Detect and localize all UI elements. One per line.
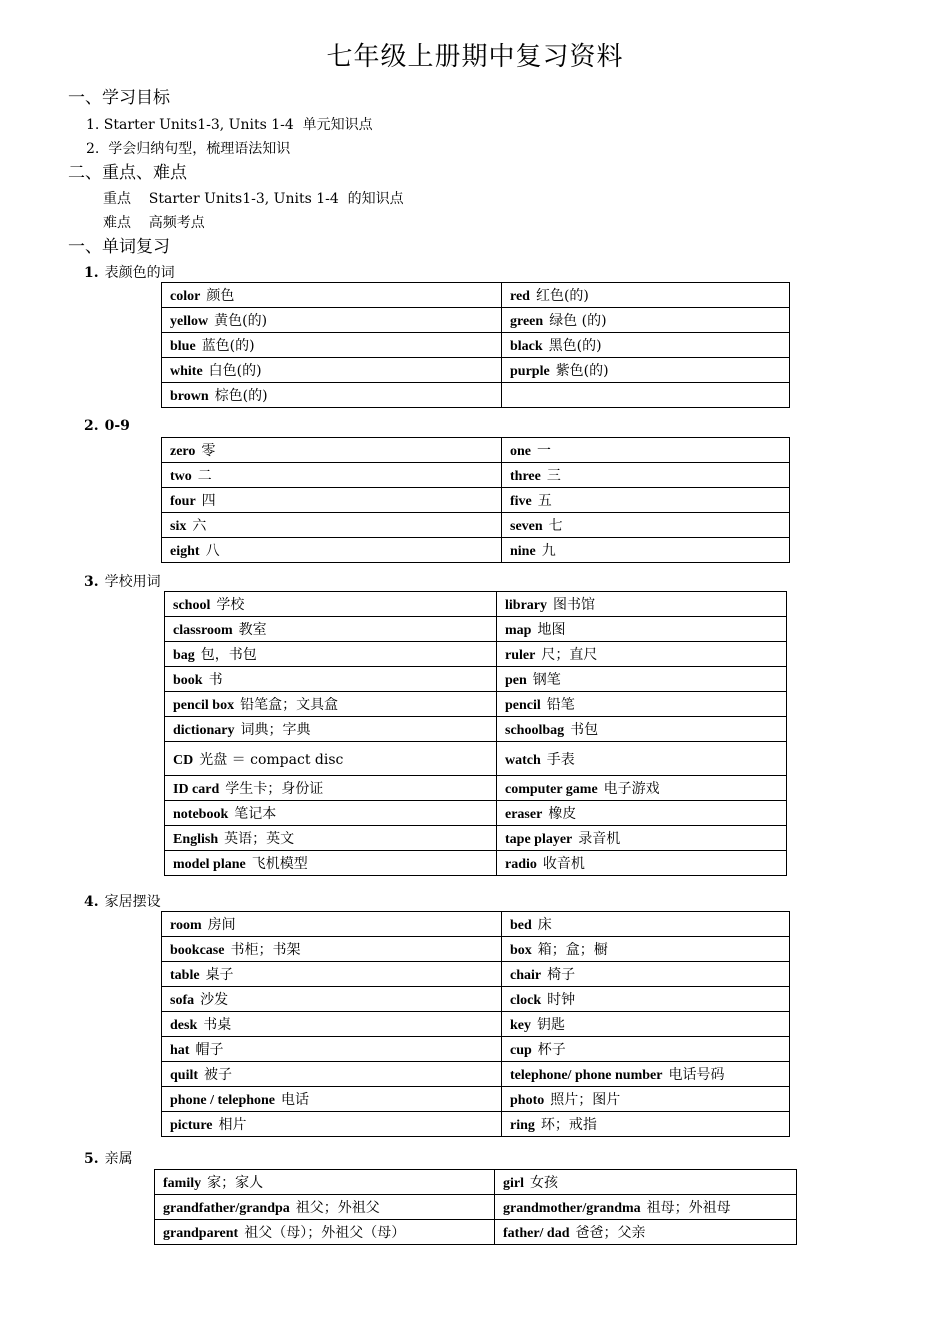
vocab-meaning: 杯子 (537, 1042, 566, 1058)
vocab-word: tape player (505, 832, 573, 847)
table-row (162, 1012, 790, 1037)
vocab-cell (165, 717, 497, 742)
vocab-meaning: 钢笔 (532, 672, 561, 688)
table-row (162, 383, 790, 408)
vocab-word: green (510, 314, 544, 329)
vocab-word: library (505, 598, 547, 613)
vocab-word: bag (173, 648, 195, 663)
vocab-meaning: 钥匙 (537, 1017, 565, 1033)
vocab-word: seven (510, 519, 543, 534)
vocab-cell (497, 642, 787, 667)
vocab-meaning: 床 (537, 917, 552, 933)
vocab-cell (162, 438, 502, 463)
vocab-cell (497, 667, 787, 692)
group-heading-colors (84, 262, 175, 282)
vocab-word: white (170, 364, 203, 379)
table-row (165, 667, 787, 692)
vocab-word: one (510, 444, 531, 459)
vocab-meaning: 绿色 (的) (549, 313, 607, 329)
group-heading-numbers (84, 418, 136, 434)
vocab-meaning: 橡皮 (548, 806, 577, 822)
vocab-word: three (510, 469, 541, 484)
vocab-cell (162, 463, 502, 488)
vocab-word: grandparent (163, 1226, 239, 1241)
page-title: 七年级上册期中复习资料 (326, 42, 624, 72)
vocab-cell (495, 1220, 797, 1245)
vocab-word: red (510, 289, 530, 304)
vocab-meaning: 收音机 (542, 856, 585, 872)
vocab-meaning: 照片；图片 (550, 1092, 621, 1108)
vocab-word: clock (510, 993, 542, 1008)
group-label: 家居摆设 (104, 894, 161, 910)
vocab-meaning: 英语；英文 (224, 831, 295, 847)
vocab-cell (502, 987, 790, 1012)
vocab-cell (165, 826, 497, 851)
section-heading-focus: 二、重点、难点 (68, 163, 187, 183)
vocab-word: chair (510, 968, 542, 983)
section-heading-goals: 一、学习目标 (68, 88, 170, 108)
vocab-word: yellow (170, 314, 209, 329)
vocab-meaning: 箱；盒；橱 (537, 942, 608, 958)
vocab-meaning: 地图 (537, 622, 566, 638)
group-number: 2. (84, 418, 99, 434)
vocab-meaning: 祖母；外祖母 (646, 1200, 731, 1216)
vocab-word: grandfather/grandpa (163, 1201, 290, 1216)
vocab-word: hat (170, 1043, 190, 1058)
table-row (162, 488, 790, 513)
vocab-meaning: 学校 (216, 597, 245, 613)
vocab-meaning: 书 (208, 672, 223, 688)
vocab-cell (162, 1012, 502, 1037)
vocab-word: room (170, 918, 202, 933)
table-row (162, 513, 790, 538)
vocab-meaning: 爸爸；父亲 (575, 1225, 646, 1241)
vocab-word: cup (510, 1043, 532, 1058)
vocab-word: nine (510, 544, 536, 559)
vocab-word: eight (170, 544, 200, 559)
vocab-meaning: 笔记本 (234, 806, 277, 822)
section-heading-words: 一、单词复习 (68, 237, 170, 257)
vocab-cell (502, 1037, 790, 1062)
table-row (155, 1170, 797, 1195)
vocab-word: radio (505, 857, 537, 872)
vocab-cell (495, 1195, 797, 1220)
table-row (162, 308, 790, 333)
table-row (162, 1062, 790, 1087)
vocab-word: two (170, 469, 192, 484)
vocab-cell (162, 1087, 502, 1112)
group-label: 0-9 (104, 418, 130, 434)
vocab-meaning: 女孩 (530, 1175, 558, 1191)
table-row (162, 463, 790, 488)
table-row (162, 1112, 790, 1137)
vocab-cell (162, 1037, 502, 1062)
vocab-word: blue (170, 339, 196, 354)
vocab-cell (162, 333, 502, 358)
table-row (165, 592, 787, 617)
vocab-cell (497, 851, 787, 876)
table-row (162, 937, 790, 962)
vocab-table-colors (161, 282, 790, 408)
vocab-table-school (164, 591, 787, 876)
group-heading-family (84, 1148, 133, 1168)
vocab-cell (162, 308, 502, 333)
table-row (165, 642, 787, 667)
vocab-meaning: 白色(的) (208, 363, 262, 379)
vocab-meaning: 时钟 (547, 992, 576, 1008)
vocab-meaning: 词典；字典 (240, 722, 311, 738)
vocab-cell (502, 538, 790, 563)
vocab-word: watch (505, 752, 541, 768)
vocab-meaning: 九 (541, 543, 556, 559)
vocab-word: five (510, 494, 532, 509)
vocab-word: book (173, 673, 203, 688)
table-row (165, 801, 787, 826)
vocab-meaning: 书包 (570, 722, 599, 738)
table-row (165, 692, 787, 717)
vocab-meaning: 相片 (218, 1117, 247, 1133)
vocab-word: box (510, 943, 532, 958)
vocab-cell (497, 592, 787, 617)
vocab-word: table (170, 968, 200, 983)
vocab-cell (162, 488, 502, 513)
vocab-meaning: 电话号码 (668, 1067, 725, 1083)
vocab-word: notebook (173, 807, 229, 822)
vocab-cell (502, 1062, 790, 1087)
vocab-meaning: 八 (205, 543, 220, 559)
table-row (162, 1087, 790, 1112)
vocab-meaning: 七 (548, 518, 563, 534)
table-row (162, 962, 790, 987)
vocab-word: picture (170, 1118, 213, 1133)
vocab-meaning: 椅子 (547, 967, 576, 983)
table-row (162, 438, 790, 463)
vocab-meaning: 零 (201, 443, 216, 459)
vocab-word: ring (510, 1118, 535, 1133)
vocab-word: CD (173, 752, 194, 768)
group-label: 学校用词 (104, 574, 161, 590)
group-label: 亲属 (104, 1151, 133, 1167)
vocab-word: father/ dad (503, 1226, 570, 1241)
vocab-meaning: 学生卡；身份证 (225, 781, 324, 797)
vocab-word: computer game (505, 782, 598, 797)
group-number: 4. (84, 894, 99, 910)
vocab-cell (502, 463, 790, 488)
group-number: 3. (84, 574, 99, 590)
vocab-cell (165, 742, 497, 776)
vocab-cell (165, 776, 497, 801)
vocab-cell (502, 283, 790, 308)
goal-item-1: 1. Starter Units1-3, Units 1-4 单元知识点 (86, 117, 373, 133)
goal-item-2: 2. 学会归纳句型，梳理语法知识 (86, 141, 291, 157)
vocab-meaning: 飞机模型 (251, 856, 308, 872)
vocab-cell (502, 1012, 790, 1037)
vocab-meaning: 桌子 (205, 967, 234, 983)
vocab-word: family (163, 1176, 202, 1191)
vocab-meaning: 光盘 ＝ compact disc (199, 751, 344, 768)
vocab-cell (497, 692, 787, 717)
group-heading-home (84, 891, 161, 911)
vocab-cell (165, 851, 497, 876)
vocab-cell (497, 617, 787, 642)
vocab-cell (162, 1062, 502, 1087)
vocab-cell (502, 1112, 790, 1137)
vocab-meaning: 蓝色(的) (201, 338, 255, 354)
vocab-cell (155, 1195, 495, 1220)
vocab-word: color (170, 289, 201, 304)
vocab-word: bookcase (170, 943, 225, 958)
vocab-word: girl (503, 1176, 524, 1191)
table-row (162, 333, 790, 358)
vocab-cell (502, 1087, 790, 1112)
vocab-meaning: 五 (537, 493, 552, 509)
vocab-word: eraser (505, 807, 543, 822)
vocab-word: schoolbag (505, 723, 565, 738)
vocab-cell (155, 1220, 495, 1245)
vocab-meaning: 录音机 (578, 831, 621, 847)
vocab-meaning: 四 (201, 493, 216, 509)
table-row (162, 538, 790, 563)
vocab-meaning: 房间 (207, 917, 236, 933)
vocab-word: six (170, 519, 187, 534)
vocab-word: ruler (505, 648, 536, 663)
vocab-meaning: 二 (197, 468, 212, 484)
table-row (162, 283, 790, 308)
vocab-word: pencil (505, 698, 541, 713)
table-row (155, 1220, 797, 1245)
vocab-word: sofa (170, 993, 195, 1008)
vocab-word: model plane (173, 857, 246, 872)
group-label: 表颜色的词 (104, 265, 175, 281)
vocab-cell (165, 617, 497, 642)
group-heading-school (84, 571, 161, 591)
vocab-cell (165, 667, 497, 692)
vocab-word: black (510, 339, 543, 354)
vocab-word: ID card (173, 782, 220, 797)
table-row (165, 851, 787, 876)
table-row (165, 742, 787, 776)
vocab-word: bed (510, 918, 532, 933)
vocab-cell (502, 438, 790, 463)
vocab-word: telephone/ phone number (510, 1068, 663, 1083)
vocab-meaning: 书柜；书架 (230, 942, 301, 958)
table-row (165, 826, 787, 851)
group-number: 5. (84, 1151, 99, 1167)
vocab-word: zero (170, 444, 196, 459)
vocab-table-numbers (161, 437, 790, 563)
vocab-cell (497, 717, 787, 742)
vocab-cell (502, 912, 790, 937)
vocab-word: pen (505, 673, 527, 688)
vocab-cell (162, 283, 502, 308)
vocab-cell (502, 308, 790, 333)
vocab-cell (155, 1170, 495, 1195)
vocab-meaning: 家；家人 (207, 1175, 264, 1191)
vocab-cell (502, 358, 790, 383)
vocab-word: four (170, 494, 196, 509)
vocab-word: desk (170, 1018, 198, 1033)
vocab-word: purple (510, 364, 550, 379)
vocab-cell (497, 801, 787, 826)
vocab-meaning: 沙发 (200, 992, 229, 1008)
focus-item-key: 重点 Starter Units1-3, Units 1-4 的知识点 (103, 191, 404, 207)
vocab-meaning: 一 (537, 443, 551, 459)
vocab-cell (162, 383, 502, 408)
vocab-cell (162, 513, 502, 538)
vocab-cell (162, 1112, 502, 1137)
vocab-word: English (173, 832, 219, 847)
vocab-cell (502, 513, 790, 538)
vocab-cell (165, 801, 497, 826)
vocab-meaning: 颜色 (206, 288, 235, 304)
vocab-meaning: 环；戒指 (540, 1117, 597, 1133)
table-row (165, 776, 787, 801)
vocab-meaning: 书桌 (203, 1017, 232, 1033)
vocab-word: key (510, 1018, 531, 1033)
vocab-meaning: 祖父（母）；外祖父（母） (244, 1225, 406, 1241)
table-row (162, 358, 790, 383)
vocab-cell (502, 937, 790, 962)
vocab-meaning: 三 (546, 468, 561, 484)
vocab-word: brown (170, 389, 209, 404)
vocab-cell (162, 912, 502, 937)
vocab-meaning: 帽子 (195, 1042, 224, 1058)
group-number: 1. (84, 265, 99, 281)
vocab-meaning: 黑色(的) (548, 338, 602, 354)
vocab-cell (502, 488, 790, 513)
vocab-meaning: 铅笔 (546, 697, 575, 713)
vocab-word: quilt (170, 1068, 199, 1083)
vocab-word: grandmother/grandma (503, 1201, 641, 1216)
vocab-cell (502, 333, 790, 358)
vocab-meaning: 紫色(的) (555, 363, 609, 379)
vocab-meaning: 教室 (238, 622, 267, 638)
vocab-word: dictionary (173, 723, 235, 738)
table-row (162, 912, 790, 937)
vocab-cell (162, 962, 502, 987)
vocab-cell (497, 776, 787, 801)
table-row (165, 617, 787, 642)
vocab-meaning: 尺；直尺 (541, 647, 598, 663)
vocab-cell (497, 742, 787, 776)
vocab-word: photo (510, 1093, 545, 1108)
vocab-cell (502, 962, 790, 987)
vocab-meaning: 电话 (281, 1092, 310, 1108)
vocab-cell (502, 383, 790, 408)
vocab-meaning: 电子游戏 (603, 781, 660, 797)
vocab-table-home (161, 911, 790, 1137)
vocab-word: classroom (173, 623, 233, 638)
vocab-meaning: 包，书包 (200, 647, 257, 663)
vocab-meaning: 祖父；外祖父 (295, 1200, 380, 1216)
vocab-meaning: 六 (192, 518, 207, 534)
vocab-meaning: 红色(的) (535, 288, 589, 304)
vocab-cell (165, 642, 497, 667)
table-row (162, 987, 790, 1012)
vocab-meaning: 铅笔盒；文具盒 (240, 697, 339, 713)
vocab-word: school (173, 598, 211, 613)
vocab-cell (497, 826, 787, 851)
vocab-word: map (505, 623, 532, 638)
table-row (162, 1037, 790, 1062)
vocab-table-family (154, 1169, 797, 1245)
vocab-meaning: 图书馆 (553, 597, 595, 613)
vocab-cell (162, 538, 502, 563)
vocab-cell (162, 987, 502, 1012)
vocab-meaning: 棕色(的) (214, 388, 268, 404)
focus-item-difficult: 难点 高频考点 (103, 215, 205, 231)
vocab-cell (165, 592, 497, 617)
vocab-cell (162, 937, 502, 962)
table-row (155, 1195, 797, 1220)
vocab-cell (162, 358, 502, 383)
vocab-word: pencil box (173, 698, 235, 713)
table-row (165, 717, 787, 742)
vocab-meaning: 黄色(的) (214, 313, 268, 329)
vocab-meaning: 手表 (546, 751, 575, 768)
vocab-word: phone / telephone (170, 1093, 276, 1108)
vocab-cell (495, 1170, 797, 1195)
vocab-cell (165, 692, 497, 717)
vocab-meaning: 被子 (204, 1067, 233, 1083)
